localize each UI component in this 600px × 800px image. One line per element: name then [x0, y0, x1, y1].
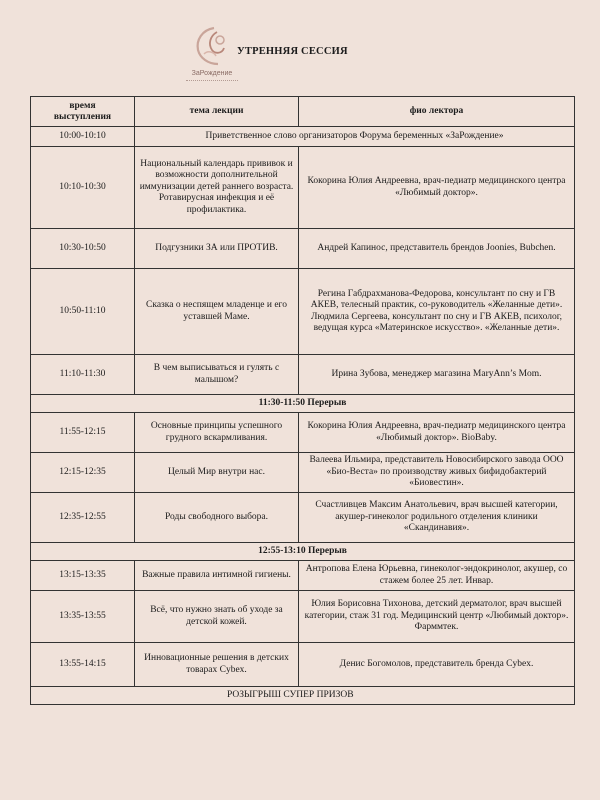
- row-topic: Важные правила интимной гигиены.: [135, 561, 299, 591]
- row-time: 11:10-11:30: [31, 355, 135, 395]
- row-lecturer: Кокорина Юлия Андреевна, врач-педиатр медицинского центра «Любимый доктор».: [299, 147, 575, 229]
- row-topic: Роды свободного выбора.: [135, 493, 299, 543]
- break-row: [31, 543, 575, 561]
- table-header-row: [31, 97, 575, 127]
- logo-underline: [186, 80, 238, 82]
- table-row: [31, 127, 575, 147]
- row-lecturer: Валеева Ильмира, представитель Новосибирского завода ООО «Био-Веста» по производству живых бифидобактерий «Биовестин».: [299, 453, 575, 493]
- header-time: [31, 97, 135, 127]
- row-time: 12:35-12:55: [31, 493, 135, 543]
- table-row: [31, 229, 575, 269]
- row-welcome: Приветственное слово организаторов Форума беременных «ЗаРождение»: [135, 127, 575, 147]
- prize-row: [31, 687, 575, 705]
- row-time: 12:15-12:35: [31, 453, 135, 493]
- prize-draw-label: РОЗЫГРЫШ СУПЕР ПРИЗОВ: [31, 687, 575, 705]
- header-lecturer: фио лектора: [299, 97, 575, 127]
- row-lecturer: Счастливцев Максим Анатольевич, врач высшей категории, акушер-гинеколог родильного отделения клиники «Скандинавия».: [299, 493, 575, 543]
- table-row: [31, 561, 575, 591]
- table-row: [31, 591, 575, 643]
- row-lecturer: Андрей Капинос, представитель брендов Joonies, Bubchen.: [299, 229, 575, 269]
- row-topic: Подгузники ЗА или ПРОТИВ.: [135, 229, 299, 269]
- row-time: 10:30-10:50: [31, 229, 135, 269]
- table-row: [31, 493, 575, 543]
- row-lecturer: Юлия Борисовна Тихонова, детский дерматолог, врач высшей категории, стаж 31 год. Медицинский центр «Любимый доктор». Фарммтек.: [299, 591, 575, 643]
- logo-mother-child-icon: [184, 24, 240, 72]
- row-topic: Национальный календарь прививок и возможности дополнительной иммунизации детей раннего возраста. Ротавирусная инфекция и её профилактика.: [135, 147, 299, 229]
- table-row: [31, 147, 575, 229]
- row-topic: Всё, что нужно знать об уходе за детской кожей.: [135, 591, 299, 643]
- row-topic: Целый Мир внутри нас.: [135, 453, 299, 493]
- row-time: 13:55-14:15: [31, 643, 135, 687]
- break-label: 12:55-13:10 Перерыв: [31, 543, 575, 561]
- table-row: [31, 453, 575, 493]
- row-time: 11:55-12:15: [31, 413, 135, 453]
- row-topic: Основные принципы успешного грудного вскармливания.: [135, 413, 299, 453]
- schedule-table: [30, 96, 575, 705]
- row-time: 13:35-13:55: [31, 591, 135, 643]
- row-lecturer: Кокорина Юлия Андреевна, врач-педиатр медицинского центра «Любимый доктор». BioBaby.: [299, 413, 575, 453]
- header-time-line1: время: [69, 100, 96, 111]
- row-topic: В чем выписываться и гулять с малышом?: [135, 355, 299, 395]
- row-topic: Инновационные решения в детских товарах Cybex.: [135, 643, 299, 687]
- header-topic: тема лекции: [135, 97, 299, 127]
- row-topic: Сказка о неспящем младенце и его уставшей Маме.: [135, 269, 299, 355]
- table-row: [31, 643, 575, 687]
- break-row: [31, 395, 575, 413]
- table-row: [31, 269, 575, 355]
- page-header: [0, 0, 600, 96]
- table-row: [31, 413, 575, 453]
- row-lecturer: Антропова Елена Юрьевна, гинеколог-эндокринолог, акушер, со стажем более 25 лет. Инвар.: [299, 561, 575, 591]
- row-time: 10:10-10:30: [31, 147, 135, 229]
- row-lecturer: Ирина Зубова, менеджер магазина MaryAnn’s Mom.: [299, 355, 575, 395]
- row-lecturer: Регина Габдрахманова-Федорова, консультант по сну и ГВ АКЕВ, телесный практик, со-руководитель «Желанные дети». Людмила Сергеева, консультант по сну и ГВ АКЕВ, психолог, ведущая курса «Материнское искусство». «Желанные дети».: [299, 269, 575, 355]
- row-lecturer: Денис Богомолов, представитель бренда Cybex.: [299, 643, 575, 687]
- row-time: 10:00-10:10: [31, 127, 135, 147]
- break-label: 11:30-11:50 Перерыв: [31, 395, 575, 413]
- logo-brand-text: ЗаРождение: [191, 70, 233, 77]
- row-time: 13:15-13:35: [31, 561, 135, 591]
- table-row: [31, 355, 575, 395]
- header-time-line2: выступления: [53, 111, 112, 122]
- row-time: 10:50-11:10: [31, 269, 135, 355]
- session-title: УТРЕННЯЯ СЕССИЯ: [237, 46, 348, 57]
